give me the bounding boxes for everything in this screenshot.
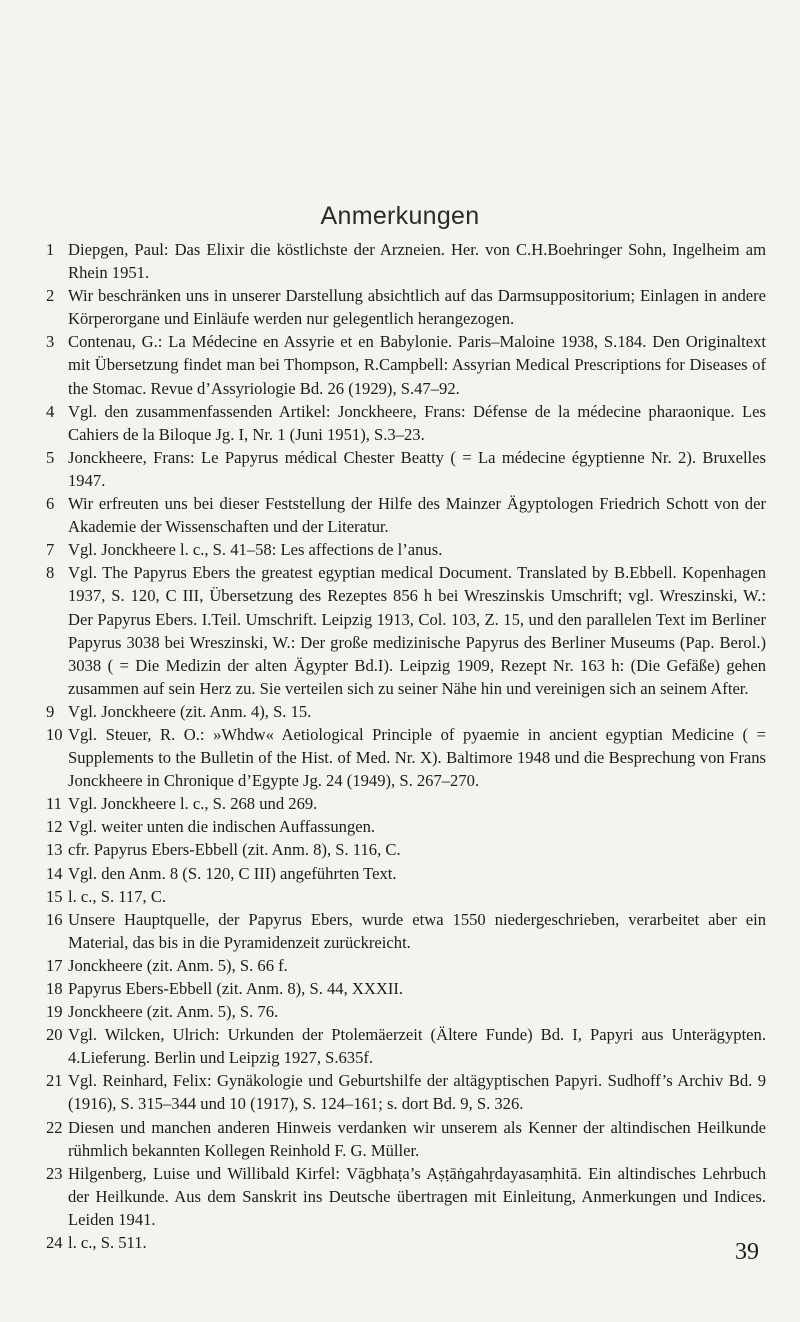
note-item bbox=[46, 977, 766, 1000]
note-item bbox=[46, 700, 766, 723]
note-text: Hilgenberg, Luise und Willibald Kirfel: Vāgbhaṭa’s Aṣṭāṅgahṛdayasaṃhitā. Ein altindisches Lehrbuch der Heilkunde. Aus dem Sanskrit ins Deutsche übertragen mit Einleitung, Anmerkungen und Indices. Leiden 1941. bbox=[68, 1163, 766, 1229]
note-number: 12 bbox=[46, 817, 63, 837]
note-text: Diesen und manchen anderen Hinweis verdanken wir unserem als Kenner der altindischen Heilkunde rühmlich bekannten Kollegen Reinhold F. G. Müller. bbox=[68, 1117, 766, 1160]
note-text: Jonckheere (zit. Anm. 5), S. 66 f. bbox=[68, 955, 288, 975]
note-text: Vgl. den Anm. 8 (S. 120, C III) angeführten Text. bbox=[68, 863, 397, 883]
note-number: 3 bbox=[46, 332, 55, 352]
note-item bbox=[46, 908, 766, 954]
note-text: Contenau, G.: La Médecine en Assyrie et en Babylonie. Paris–Maloine 1938, S.184. Den Originaltext mit Übersetzung findet man bei Thompson, R.Campbell: Assyrian Medical Prescriptions for Diseases of the Stomac. Revue d’Assyriologie Bd. 26 (1929), S.47–92. bbox=[68, 332, 766, 398]
note-text: Vgl. Jonckheere (zit. Anm. 4), S. 15. bbox=[68, 701, 312, 721]
note-item bbox=[46, 885, 766, 908]
note-text: l. c., S. 117, C. bbox=[68, 886, 167, 906]
note-number: 9 bbox=[46, 701, 55, 721]
note-number: 13 bbox=[46, 840, 63, 860]
note-text: Wir erfreuten uns bei dieser Feststellung der Hilfe des Mainzer Ägyptologen Friedrich Schott von der Akademie der Wissenschaften und der Literatur. bbox=[68, 494, 766, 537]
note-item bbox=[46, 792, 766, 815]
note-text: Diepgen, Paul: Das Elixir die köstlichste der Arzneien. Her. von C.H.Boehringer Sohn, Ingelheim am Rhein 1951. bbox=[68, 240, 766, 283]
note-number: 24 bbox=[46, 1233, 63, 1253]
note-text: Vgl. weiter unten die indischen Auffassungen. bbox=[68, 817, 376, 837]
note-number: 18 bbox=[46, 979, 63, 998]
note-text: Jonckheere, Frans: Le Papyrus médical Chester Beatty ( = La médecine égyptienne Nr. 2). Bruxelles 1947. bbox=[68, 447, 766, 490]
note-number: 5 bbox=[46, 447, 55, 467]
note-number: 1 bbox=[46, 240, 55, 259]
note-item bbox=[46, 446, 766, 492]
note-text: Jonckheere (zit. Anm. 5), S. 76. bbox=[68, 1002, 279, 1022]
note-item bbox=[46, 400, 766, 446]
note-number: 20 bbox=[46, 1025, 63, 1045]
note-item bbox=[46, 1069, 766, 1115]
note-number: 10 bbox=[46, 724, 63, 744]
note-number: 22 bbox=[46, 1117, 63, 1137]
note-text: Vgl. Wilcken, Ulrich: Urkunden der Ptolemäerzeit (Ältere Funde) Bd. I, Papyri aus Unterägypten. 4.Lieferung. Berlin und Leipzig 1927, S.635f. bbox=[68, 1025, 766, 1068]
note-number: 21 bbox=[46, 1071, 63, 1091]
note-text: Vgl. Jonckheere l. c., S. 41–58: Les affections de l’anus. bbox=[68, 540, 443, 560]
note-item bbox=[46, 561, 766, 700]
page-number: 39 bbox=[735, 1239, 759, 1265]
note-item bbox=[46, 1000, 766, 1023]
note-item bbox=[46, 1023, 766, 1069]
note-number: 15 bbox=[46, 886, 63, 906]
note-item bbox=[46, 723, 766, 792]
note-number: 7 bbox=[46, 540, 55, 560]
note-text: Vgl. den zusammenfassenden Artikel: Jonckheere, Frans: Défense de la médecine pharaonique. Les Cahiers de la Biloque Jg. I, Nr. 1 (Juni 1951), S.3–23. bbox=[68, 401, 766, 444]
note-item bbox=[46, 330, 766, 399]
note-text: Papyrus Ebers-Ebbell (zit. Anm. 8), S. 44, XXXII. bbox=[68, 979, 404, 998]
note-item bbox=[46, 538, 766, 561]
note-number: 17 bbox=[46, 955, 63, 975]
note-text: Wir beschränken uns in unserer Darstellung absichtlich auf das Darmsuppositorium; Einlagen in andere Körperorgane und Einläufe werden nur gelegentlich herangezogen. bbox=[68, 286, 766, 329]
note-text: Vgl. Steuer, R. O.: »Whdw« Aetiological Principle of pyaemie in ancient egyptian Medicine ( = Supplements to the Bulletin of the Hist. of Med. Nr. X). Baltimore 1948 und die Besprechung von Frans Jonckheere in Chronique d’Egypte Jg. 24 (1949), S. 267–270. bbox=[68, 724, 766, 791]
note-item bbox=[46, 815, 766, 838]
note-item bbox=[46, 284, 766, 330]
note-item bbox=[46, 838, 766, 861]
note-number: 11 bbox=[46, 794, 62, 814]
note-text: Vgl. Jonckheere l. c., S. 268 und 269. bbox=[68, 794, 318, 814]
note-number: 14 bbox=[46, 863, 63, 883]
note-number: 2 bbox=[46, 286, 55, 306]
note-item bbox=[46, 862, 766, 885]
note-number: 19 bbox=[46, 1002, 63, 1022]
note-item bbox=[46, 1162, 766, 1231]
note-text: cfr. Papyrus Ebers-Ebbell (zit. Anm. 8), S. 116, C. bbox=[68, 840, 401, 860]
note-text: l. c., S. 511. bbox=[68, 1233, 147, 1253]
note-item bbox=[46, 954, 766, 977]
note-number: 16 bbox=[46, 909, 63, 929]
note-item bbox=[46, 238, 766, 284]
note-text: Vgl. Reinhard, Felix: Gynäkologie und Geburtshilfe der altägyptischen Papyri. Sudhoff’s Archiv Bd. 9 (1916), S. 315–344 und 10 (1917), S. 124–161; s. dort Bd. 9, S. 326. bbox=[68, 1071, 766, 1114]
note-number: 23 bbox=[46, 1163, 63, 1183]
page-title: Anmerkungen bbox=[320, 201, 480, 230]
note-item bbox=[46, 492, 766, 538]
note-item bbox=[46, 1116, 766, 1162]
note-number: 8 bbox=[46, 563, 55, 583]
note-number: 4 bbox=[46, 401, 55, 421]
note-item bbox=[46, 1231, 766, 1254]
notes-list bbox=[46, 238, 766, 1254]
note-text: Vgl. The Papyrus Ebers the greatest egyptian medical Document. Translated by B.Ebbell. Kopenhagen 1937, S. 120, C III, Übersetzung des Rezeptes 856 h bei Wreszinskis Umschrift; vgl. Wreszinski, W.: Der Papyrus Ebers. I.Teil. Umschrift. Leipzig 1913, Col. 103, Z. 15, und den parallelen Text im Berliner Papyrus 3038 bei Wreszinski, W.: Der große medizinische Papyrus des Berliner Museums (Pap. Berol.) 3038 ( = Die Medizin der alten Ägypter Bd.I). Leipzig 1909, Rezept Nr. 163 h: (Die Gefäße) gehen zusammen auf sein Herz zu. Sie verteilen sich zu seiner Nähe hin und vereinigen sich an seinem After. bbox=[68, 563, 766, 698]
note-text: Unsere Hauptquelle, der Papyrus Ebers, wurde etwa 1550 niedergeschrieben, verarbeitet aber ein Material, das bis in die Pyramidenzeit zurückreicht. bbox=[68, 909, 766, 952]
note-number: 6 bbox=[46, 494, 55, 514]
